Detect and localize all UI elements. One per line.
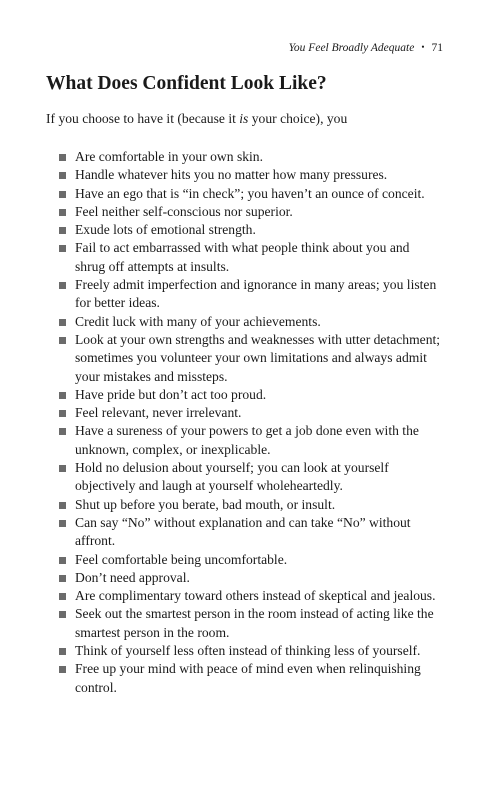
square-bullet-icon xyxy=(59,209,66,216)
list-item xyxy=(59,605,441,642)
list-item-text: Feel neither self-conscious nor superior. xyxy=(75,203,293,219)
intro-text-after: your choice), you xyxy=(248,111,348,126)
square-bullet-icon xyxy=(59,611,66,618)
running-head xyxy=(289,41,443,55)
square-bullet-icon xyxy=(59,520,66,527)
list-item xyxy=(59,185,441,203)
list-item xyxy=(59,496,441,514)
list-item-text: Are complimentary toward others instead of skeptical and jealous. xyxy=(75,588,436,604)
list-item-text: Handle whatever hits you no matter how many pressures. xyxy=(75,167,388,183)
list-item xyxy=(59,642,441,660)
square-bullet-icon xyxy=(59,245,66,252)
list-item-text: Feel comfortable being uncomfortable. xyxy=(75,551,288,567)
list-item-text: Seek out the smartest person in the room instead of acting like the smartest person in the room. xyxy=(75,606,434,640)
list-item xyxy=(59,587,441,605)
running-head-title: You Feel Broadly Adequate xyxy=(288,42,415,54)
list-item xyxy=(59,148,441,166)
list-item-text: Don’t need approval. xyxy=(75,569,190,585)
square-bullet-icon xyxy=(59,392,66,399)
list-item xyxy=(59,313,441,331)
square-bullet-icon xyxy=(59,502,66,509)
bullet-list xyxy=(59,148,441,697)
page-number: 71 xyxy=(431,42,443,54)
list-item xyxy=(59,276,441,313)
list-item-text: Feel relevant, never irrelevant. xyxy=(75,405,242,421)
square-bullet-icon xyxy=(59,575,66,582)
list-item-text: Fail to act embarrassed with what people think about you and shrug off attempts at insults. xyxy=(75,240,410,274)
list-item-text: Have an ego that is “in check”; you haven’t an ounce of conceit. xyxy=(75,185,425,201)
list-item xyxy=(59,331,441,386)
list-item-text: Freely admit imperfection and ignorance in many areas; you listen for better ideas. xyxy=(75,277,437,311)
square-bullet-icon xyxy=(59,172,66,179)
list-item xyxy=(59,514,441,551)
list-item xyxy=(59,551,441,569)
list-item-text: Shut up before you berate, bad mouth, or insult. xyxy=(75,496,336,512)
list-item-text: Have pride but don’t act too proud. xyxy=(75,386,267,402)
square-bullet-icon xyxy=(59,410,66,417)
square-bullet-icon xyxy=(59,428,66,435)
list-item xyxy=(59,239,441,276)
square-bullet-icon xyxy=(59,666,66,673)
square-bullet-icon xyxy=(59,154,66,161)
list-item-text: Are comfortable in your own skin. xyxy=(75,149,264,164)
list-item xyxy=(59,422,441,459)
square-bullet-icon xyxy=(59,465,66,472)
intro-emphasis: is xyxy=(239,111,249,126)
intro-paragraph xyxy=(46,110,446,128)
list-item xyxy=(59,404,441,422)
list-item-text: Think of yourself less often instead of thinking less of yourself. xyxy=(75,643,421,659)
square-bullet-icon xyxy=(59,227,66,234)
list-item xyxy=(59,203,441,221)
running-head-separator: • xyxy=(421,42,425,52)
list-item-text: Hold no delusion about yourself; you can look at yourself objectively and laugh at yourself wholeheartedly. xyxy=(75,460,389,494)
list-item-text: Exude lots of emotional strength. xyxy=(75,222,256,238)
list-item-text: Have a sureness of your powers to get a job done even with the unknown, complex, or inexplicable. xyxy=(75,423,419,457)
square-bullet-icon xyxy=(59,319,66,326)
square-bullet-icon xyxy=(59,593,66,600)
intro-text-before: If you choose to have it (because it xyxy=(46,111,240,126)
list-item xyxy=(59,660,441,697)
section-heading: What Does Confident Look Like? xyxy=(46,73,327,94)
list-item-text: Look at your own strengths and weaknesses with utter detachment; sometimes you volunteer your own limitations and always admit your mistakes and missteps. xyxy=(75,331,441,384)
square-bullet-icon xyxy=(59,282,66,289)
square-bullet-icon xyxy=(59,191,66,198)
list-item-text: Free up your mind with peace of mind even when relinquishing control. xyxy=(75,661,421,695)
list-item-text: Credit luck with many of your achievements. xyxy=(75,313,321,329)
list-item xyxy=(59,386,441,404)
list-item xyxy=(59,569,441,587)
list-item xyxy=(59,221,441,239)
square-bullet-icon xyxy=(59,337,66,344)
list-item-text: Can say “No” without explanation and can take “No” without affront. xyxy=(75,514,411,549)
square-bullet-icon xyxy=(59,648,66,655)
square-bullet-icon xyxy=(59,557,66,564)
list-item xyxy=(59,459,441,496)
list-item xyxy=(59,166,441,184)
